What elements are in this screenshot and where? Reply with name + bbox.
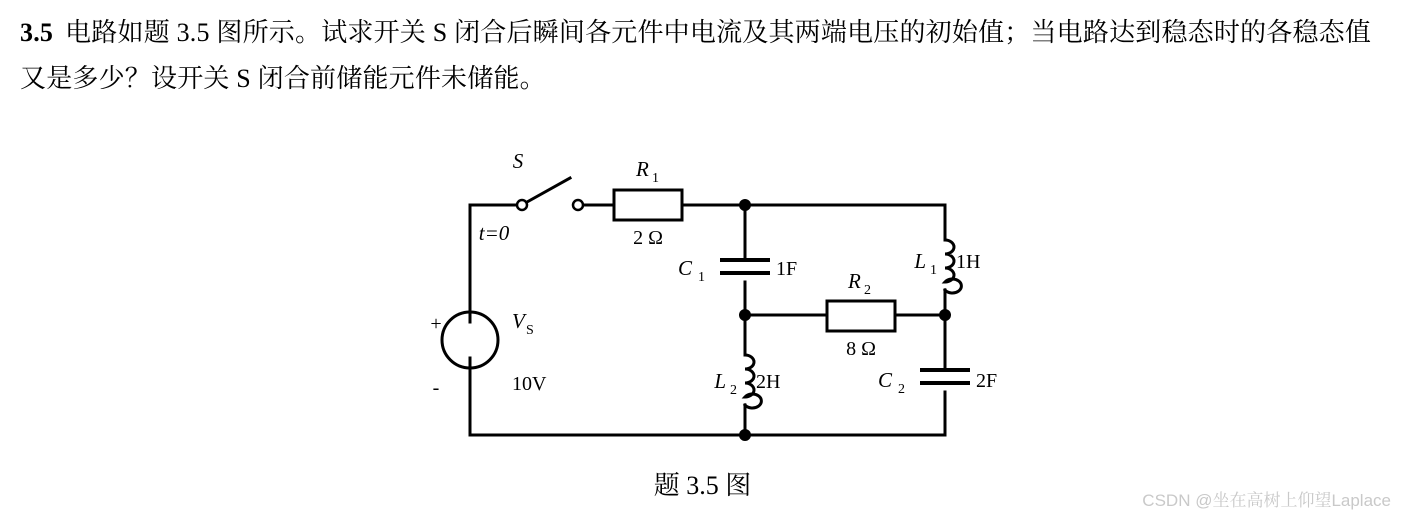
problem-number: 3.5 bbox=[20, 18, 54, 47]
c2-sub: 2 bbox=[898, 382, 905, 397]
r2-sub: 2 bbox=[864, 283, 871, 298]
c1-sub: 1 bbox=[698, 270, 705, 285]
resistor-r2-body bbox=[827, 301, 895, 331]
r2-label: R bbox=[848, 269, 861, 293]
switch-terminal-left bbox=[517, 200, 527, 210]
l2-value: 2H bbox=[756, 371, 781, 393]
l1-sub: 1 bbox=[930, 263, 937, 278]
circuit-diagram-svg bbox=[0, 140, 1405, 470]
node-dot-d bbox=[939, 309, 951, 321]
l2-label: L bbox=[714, 369, 726, 393]
l1-label: L bbox=[914, 249, 926, 273]
watermark-text: CSDN @坐在高树上仰望Laplace bbox=[1142, 491, 1391, 510]
figure-caption: 题 3.5 图 bbox=[653, 471, 752, 500]
switch-time-label: t=0 bbox=[478, 221, 510, 245]
source-label: V bbox=[512, 309, 525, 333]
resistor-r1-body bbox=[614, 190, 682, 220]
source-minus-sign: - bbox=[432, 377, 440, 399]
source-plus-sign: + bbox=[430, 313, 442, 335]
source-value: 10V bbox=[512, 373, 547, 395]
c1-value: 1F bbox=[776, 258, 798, 280]
node-dot-a bbox=[739, 199, 751, 211]
l1-value: 1H bbox=[956, 251, 981, 273]
r1-sub: 1 bbox=[652, 171, 659, 186]
problem-body: 电路如题 3.5 图所示。试求开关 S 闭合后瞬间各元件中电流及其两端电压的初始值；当电路达到稳态时的各稳态值又是多少？设开关 S 闭合前储能元件未储能。 bbox=[20, 18, 1372, 93]
problem-statement bbox=[20, 10, 1385, 101]
r2-value: 8 Ω bbox=[846, 338, 876, 360]
c2-label: C bbox=[877, 368, 892, 392]
circuit-figure bbox=[0, 140, 1405, 470]
switch-blade bbox=[527, 178, 570, 202]
l2-sub: 2 bbox=[730, 383, 737, 398]
r1-value: 2 Ω bbox=[633, 227, 663, 249]
c2-value: 2F bbox=[976, 370, 998, 392]
switch-label: S bbox=[512, 149, 524, 173]
r1-label: R bbox=[636, 157, 649, 181]
c1-label: C bbox=[677, 256, 692, 280]
source-sub: S bbox=[526, 323, 534, 338]
switch-terminal-right bbox=[573, 200, 583, 210]
node-dot-c bbox=[739, 429, 751, 441]
node-dot-b bbox=[739, 309, 751, 321]
